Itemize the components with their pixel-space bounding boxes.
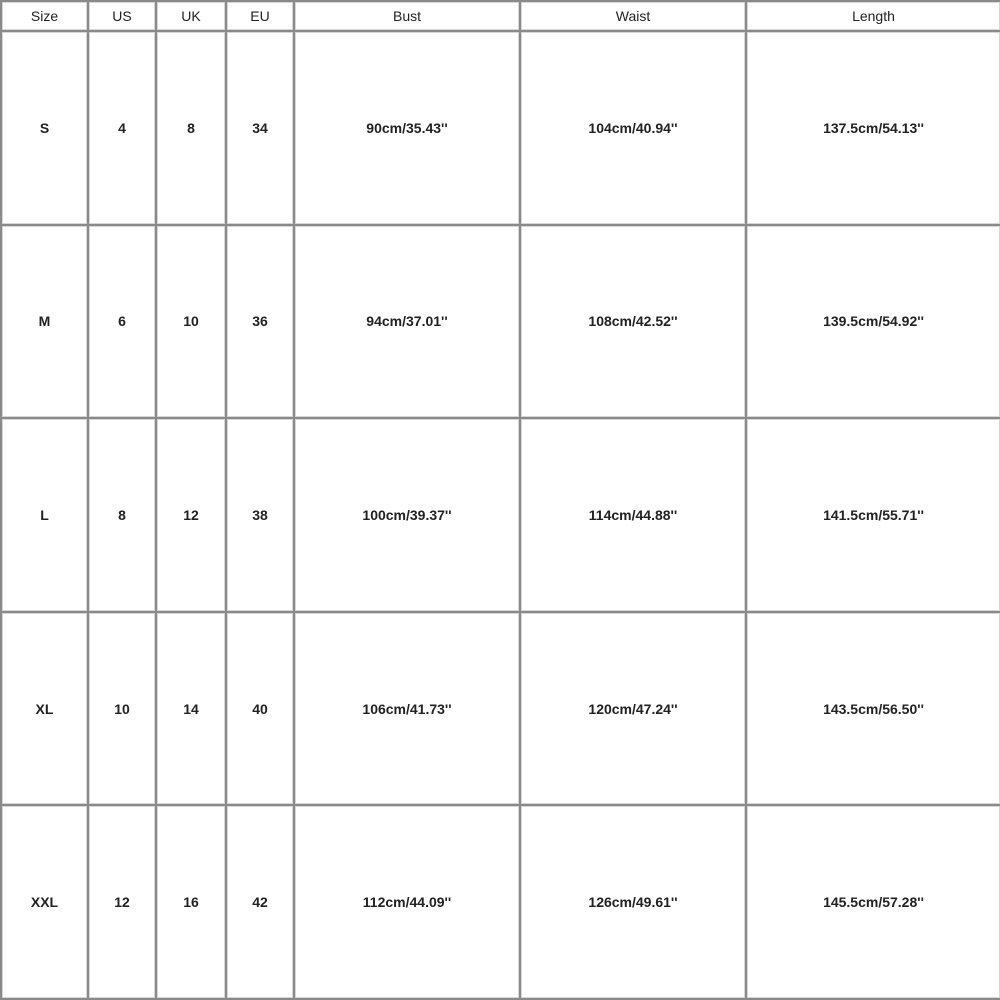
- cell-length: 143.5cm/56.50'': [747, 613, 1000, 807]
- header-us: US: [89, 2, 157, 32]
- cell-uk: 8: [157, 32, 227, 226]
- cell-uk: 12: [157, 419, 227, 613]
- cell-size: XXL: [2, 806, 89, 1000]
- cell-bust: 100cm/39.37'': [295, 419, 521, 613]
- header-eu: EU: [227, 2, 295, 32]
- cell-size: XL: [2, 613, 89, 807]
- cell-size: S: [2, 32, 89, 226]
- cell-eu: 34: [227, 32, 295, 226]
- cell-bust: 94cm/37.01'': [295, 226, 521, 420]
- table-row: [2, 613, 1000, 807]
- cell-us: 10: [89, 613, 157, 807]
- cell-uk: 10: [157, 226, 227, 420]
- cell-size: M: [2, 226, 89, 420]
- cell-bust: 112cm/44.09'': [295, 806, 521, 1000]
- cell-length: 145.5cm/57.28'': [747, 806, 1000, 1000]
- cell-us: 8: [89, 419, 157, 613]
- cell-uk: 16: [157, 806, 227, 1000]
- cell-waist: 120cm/47.24'': [521, 613, 747, 807]
- cell-length: 137.5cm/54.13'': [747, 32, 1000, 226]
- table-row: [2, 226, 1000, 420]
- cell-length: 141.5cm/55.71'': [747, 419, 1000, 613]
- cell-us: 12: [89, 806, 157, 1000]
- cell-bust: 106cm/41.73'': [295, 613, 521, 807]
- table-row: [2, 806, 1000, 1000]
- table-row: [2, 32, 1000, 226]
- cell-eu: 36: [227, 226, 295, 420]
- header-waist: Waist: [521, 2, 747, 32]
- cell-us: 6: [89, 226, 157, 420]
- cell-waist: 114cm/44.88'': [521, 419, 747, 613]
- cell-eu: 38: [227, 419, 295, 613]
- cell-eu: 42: [227, 806, 295, 1000]
- cell-us: 4: [89, 32, 157, 226]
- header-size: Size: [2, 2, 89, 32]
- cell-waist: 126cm/49.61'': [521, 806, 747, 1000]
- cell-waist: 104cm/40.94'': [521, 32, 747, 226]
- cell-bust: 90cm/35.43'': [295, 32, 521, 226]
- header-uk: UK: [157, 2, 227, 32]
- table-row: [2, 419, 1000, 613]
- cell-size: L: [2, 419, 89, 613]
- cell-uk: 14: [157, 613, 227, 807]
- header-length: Length: [747, 2, 1000, 32]
- header-row: [2, 2, 1000, 32]
- cell-eu: 40: [227, 613, 295, 807]
- cell-length: 139.5cm/54.92'': [747, 226, 1000, 420]
- cell-waist: 108cm/42.52'': [521, 226, 747, 420]
- header-bust: Bust: [295, 2, 521, 32]
